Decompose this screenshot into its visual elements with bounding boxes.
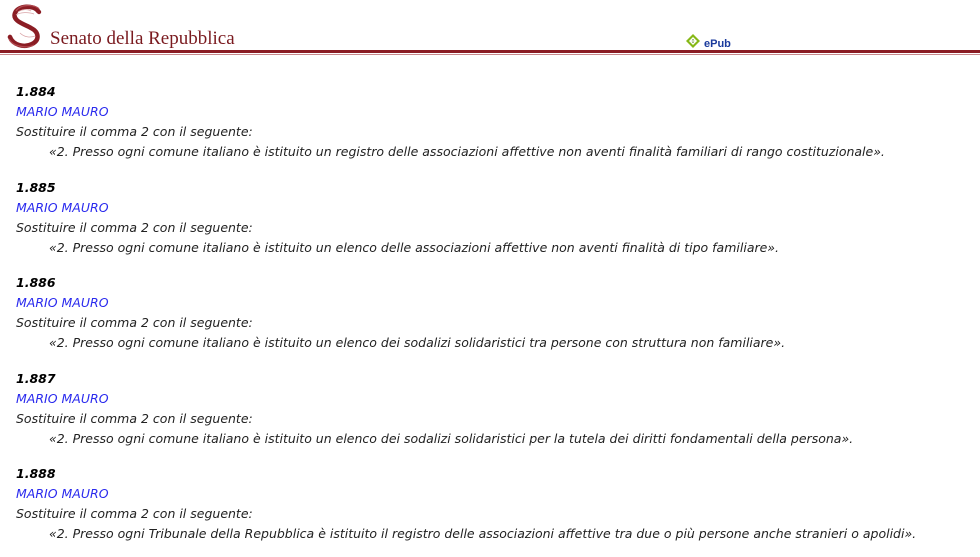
senato-logo-s-icon[interactable]	[4, 3, 50, 49]
amendment-text: «2. Presso ogni comune italiano è istituito un elenco dei sodalizi solidaristici per la tutela dei diritti fondamentali della persona».	[49, 430, 854, 446]
amendment-number: 1.886	[16, 275, 56, 290]
amendment-number: 1.887	[16, 370, 56, 386]
amendment-block	[16, 369, 966, 449]
header-divider-shadow	[0, 54, 980, 55]
amendment-number: 1.884	[16, 84, 56, 99]
amendment-block	[16, 273, 966, 353]
amendment-block	[16, 464, 966, 544]
amendment-author-link[interactable]: MARIO MAURO	[16, 390, 109, 406]
amendment-text: «2. Presso ogni comune italiano è istituito un elenco delle associazioni affettive non aventi finalità di tipo familiare».	[49, 239, 779, 255]
amendment-text: «2. Presso ogni comune italiano è istituito un elenco dei sodalizi solidaristici tra persone con struttura non familiare».	[49, 335, 786, 350]
amendment-text: «2. Presso ogni Tribunale della Repubblica è istituito il registro delle associazioni affettive tra due o più persone anche stranieri o apolidi».	[49, 526, 917, 541]
amendment-block	[16, 82, 966, 162]
amendment-instruction: Sostituire il comma 2 con il seguente:	[16, 506, 253, 521]
epub-link[interactable]	[685, 33, 731, 49]
amendment-block	[16, 178, 966, 258]
amendment-number: 1.885	[16, 179, 56, 195]
site-title[interactable]: Senato della Repubblica	[50, 28, 235, 49]
header-divider	[0, 50, 980, 53]
amendment-author-link[interactable]: MARIO MAURO	[16, 199, 109, 215]
amendment-author-link[interactable]: MARIO MAURO	[16, 295, 109, 310]
amendment-instruction: Sostituire il comma 2 con il seguente:	[16, 219, 253, 235]
amendment-text: «2. Presso ogni comune italiano è istituito un registro delle associazioni affettive non aventi finalità familiari di rango costituzionale».	[49, 144, 885, 159]
page-header	[0, 0, 980, 54]
amendment-instruction: Sostituire il comma 2 con il seguente:	[16, 124, 253, 139]
epub-label: ePub	[704, 38, 731, 50]
amendment-instruction: Sostituire il comma 2 con il seguente:	[16, 410, 253, 426]
amendment-author-link[interactable]: MARIO MAURO	[16, 486, 109, 501]
amendment-number: 1.888	[16, 466, 56, 481]
epub-icon	[685, 33, 701, 49]
amendment-instruction: Sostituire il comma 2 con il seguente:	[16, 315, 253, 330]
amendments-list	[16, 82, 966, 557]
amendment-author-link[interactable]: MARIO MAURO	[16, 104, 109, 119]
